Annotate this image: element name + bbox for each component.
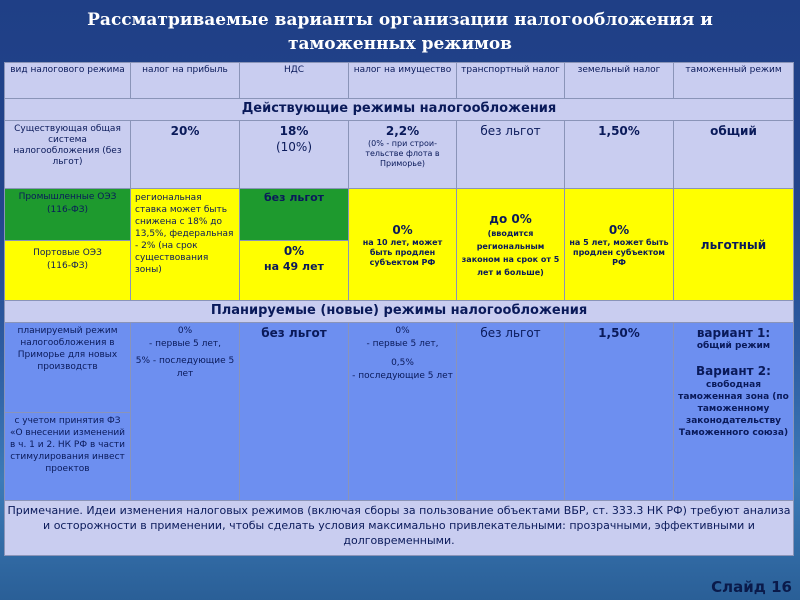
section-row-planned: [5, 301, 794, 323]
planned-customs-option2-desc: свободная таможенная зона (по таможенному законодательству Таможенного союза): [678, 380, 789, 438]
sez-port-name: Портовые ОЭЗ: [33, 248, 102, 258]
general-profit: 20%: [131, 121, 240, 189]
planned-land: 1,50%: [565, 323, 674, 501]
section-planned-title: Планируемые (новые) режимы налогообложения: [5, 301, 794, 323]
sez-industrial-law: (116-ФЗ): [47, 205, 88, 215]
sez-property-main: 0%: [392, 222, 413, 237]
header-cell-customs: таможенный режим: [674, 63, 794, 99]
sez-port-label: [5, 241, 131, 301]
slide-title-line2: таможенных режимов: [287, 34, 512, 54]
planned-property-term2: - последующие 5 лет: [352, 371, 453, 381]
section-current-title: Действующие режимы налогообложения: [5, 99, 794, 121]
note-row: [5, 501, 794, 556]
note-text: Примечание. Идеи изменения налоговых режимов (включая сборы за пользование объектами ВБР, ст. 333.3 НК РФ) требуют анализа и осторожности в применении, чтобы сделать условия максимально привлекательными: прозрачными, эффективными и долговременными.: [5, 501, 794, 556]
tax-regimes-table: [4, 62, 794, 556]
slide-title-line1: Рассматриваемые варианты организации налогообложения и: [87, 10, 713, 30]
general-land: 1,50%: [565, 121, 674, 189]
general-property-note: (0% - при строи-тельстве флота в Приморье): [365, 139, 440, 168]
header-cell-vat: НДС: [240, 63, 349, 99]
general-vat-reduced: (10%): [275, 140, 313, 154]
general-property: [349, 121, 457, 189]
planned-profit-rate2: 5% - последующие 5 лет: [135, 356, 235, 379]
sez-transport-note: (вводится региональным законом на срок от 5 лет и больше): [461, 228, 560, 277]
sez-vat-port-main: 0%: [283, 244, 305, 258]
section-row-current: [5, 99, 794, 121]
sez-vat-port: [240, 241, 349, 301]
table-row: [5, 189, 794, 241]
sez-industrial-name: Промышленные ОЭЗ: [18, 192, 117, 202]
general-vat: [240, 121, 349, 189]
sez-industrial-label: [5, 189, 131, 241]
planned-customs-option1-desc: общий режим: [696, 341, 771, 351]
table-row: [5, 121, 794, 189]
sez-transport: [457, 189, 565, 301]
planned-customs: [674, 323, 794, 501]
table-row: [5, 323, 794, 413]
sez-vat-industrial: без льгот: [240, 189, 349, 241]
sez-customs: льготный: [674, 189, 794, 301]
sez-property-note: на 10 лет, может быть продлен субъектом РФ: [362, 237, 443, 267]
sez-transport-main: до 0%: [489, 211, 532, 226]
general-vat-main: 18%: [279, 124, 309, 138]
sez-land-main: 0%: [608, 222, 630, 237]
planned-regime-label: планируемый режим налогообложения в Приморье для новых производств: [5, 323, 131, 413]
planned-customs-option2: Вариант 2:: [696, 364, 771, 378]
general-property-main: 2,2%: [385, 124, 420, 138]
general-customs: общий: [674, 121, 794, 189]
sez-vat-port-term: на 49 лет: [264, 260, 324, 273]
planned-profit-rate1: 0%: [177, 326, 193, 336]
header-cell-land: земельный налог: [565, 63, 674, 99]
planned-vat: без льгот: [240, 323, 349, 501]
general-transport: без льгот: [457, 121, 565, 189]
header-cell-profit: налог на прибыль: [131, 63, 240, 99]
header-cell-regime: вид налогового режима: [5, 63, 131, 99]
planned-property-rate2: 0,5%: [391, 358, 414, 368]
header-cell-transport: транспортный налог: [457, 63, 565, 99]
planned-customs-option1: вариант 1:: [696, 326, 771, 340]
planned-transport: без льгот: [457, 323, 565, 501]
planned-property-rate1: 0%: [395, 326, 410, 336]
planned-profit-term1: - первые 5 лет,: [148, 339, 222, 349]
planned-property: [349, 323, 457, 501]
slide-number: Слайд 16: [711, 578, 792, 596]
sez-land: [565, 189, 674, 301]
sez-port-law: (116-ФЗ): [47, 261, 88, 271]
planned-profit: [131, 323, 240, 501]
sez-profit: региональная ставка может быть снижена с 18% до 13,5%, федеральная - 2% (на срок существования зоны): [131, 189, 240, 301]
planned-law-label: [5, 413, 131, 501]
sez-land-note: на 5 лет, может быть продлен субъектом РФ: [569, 237, 669, 267]
planned-law-name: «О внесении изменений в ч. 1 и 2. НК РФ в части стимулирования инвест проектов: [9, 428, 126, 474]
header-row: [5, 63, 794, 99]
planned-law-intro: с учетом принятия ФЗ: [14, 416, 121, 426]
sez-property: [349, 189, 457, 301]
planned-property-term1: - первые 5 лет,: [366, 339, 439, 349]
header-cell-property: налог на имущество: [349, 63, 457, 99]
general-regime-label: Существующая общая система налогообложения (без льгот): [5, 121, 131, 189]
slide-title: [0, 8, 800, 56]
